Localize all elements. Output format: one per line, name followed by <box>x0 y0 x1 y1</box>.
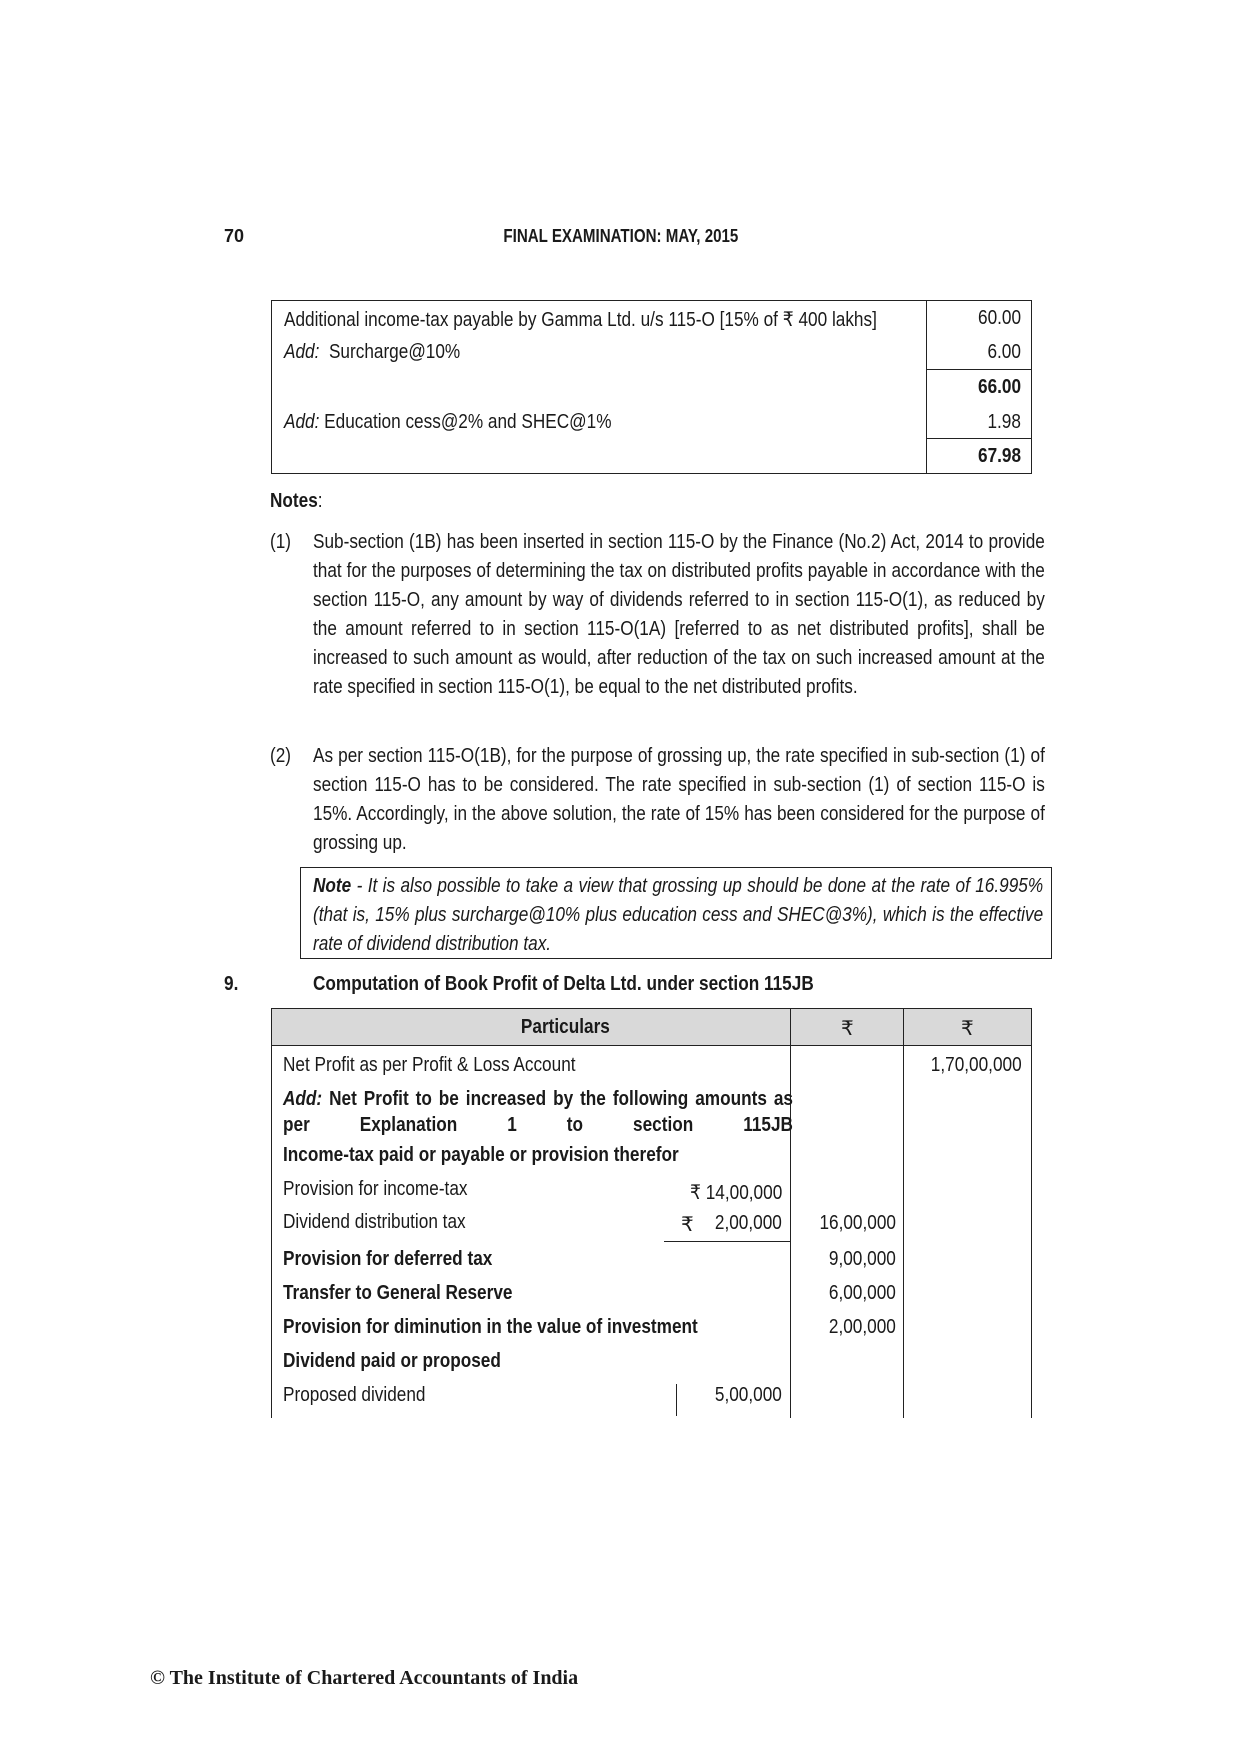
note-text: As per section 115-O(1B), for the purpose of grossing up, the rate specified in sub-section (1) of section 115-O has to be considered. The rate specified in sub-section (1) of section 115-O is 15%. Accordingly, in the above solution, the rate of 15% has been considered for the purpose of grossing up. <box>313 745 1045 854</box>
diminution-amount: 2,00,000 <box>829 1316 896 1338</box>
table-left-border <box>271 1008 272 1418</box>
note-box-label: Note <box>313 875 352 897</box>
page-header <box>0 226 1241 247</box>
income-tax-heading: Income-tax paid or payable or provision therefor <box>283 1144 679 1166</box>
note-box <box>300 867 1052 959</box>
general-reserve-label: Transfer to General Reserve <box>283 1282 513 1304</box>
add-explanation <box>283 1086 793 1138</box>
subtotal-rule <box>664 1241 790 1242</box>
row-label <box>284 341 460 364</box>
row-amount: 60.00 <box>977 307 1021 329</box>
note-item <box>270 528 1045 728</box>
note-number: (2) <box>270 745 292 767</box>
question-number: 9. <box>224 973 239 995</box>
column-divider <box>676 1384 677 1416</box>
add-explanation-text: Net Profit to be increased by the following amounts as per Explanation 1 to section 115JB <box>283 1088 793 1136</box>
row-label <box>284 411 612 434</box>
row-label-text: Surcharge@10% <box>328 341 461 363</box>
table-row <box>272 370 1031 404</box>
header-particulars: Particulars <box>520 1016 610 1038</box>
note-text: Sub-section (1B) has been inserted in section 115-O by the Finance (No.2) Act, 2014 to provide that for the purposes of determining the tax on distributed profits payable in accordance with the section 115-O, any amount by way of dividends referred to in section 115-O(1), as reduced by the amount referred to in section 115-O(1A) [referred to as net distributed profits], shall be increased to such amount as would, after reduction of the tax on such increased amount at the rate specified in section 115-O(1), be equal to the net distributed profits. <box>313 531 1045 698</box>
question-title: Computation of Book Profit of Delta Ltd. under section 115JB <box>313 973 814 995</box>
column-divider <box>903 1008 904 1418</box>
provision-income-tax-label: Provision for income-tax <box>283 1178 468 1200</box>
page-header-title: FINAL EXAMINATION: MAY, 2015 <box>503 226 738 246</box>
ddt-total: 16,00,000 <box>819 1212 896 1234</box>
net-profit-label: Net Profit as per Profit & Loss Account <box>283 1054 576 1076</box>
notes-heading <box>270 490 323 513</box>
note-box-text: - It is also possible to take a view that grossing up should be done at the rate of 16.995% (that is, 15% plus surcharge@10% plus education cess and SHEC@3%), which is the effective rate of dividend distribution tax. <box>313 875 1044 955</box>
dividend-heading: Dividend paid or proposed <box>283 1350 501 1372</box>
page-number: 70 <box>224 226 245 246</box>
table-right-border <box>1031 1008 1032 1418</box>
row-label: Additional income-tax payable by Gamma Ltd. u/s 115-O [15% of ₹ 400 lakhs] <box>284 309 877 331</box>
header-rupee-col2: ₹ <box>841 1018 854 1040</box>
provision-income-tax-amount: ₹ 14,00,000 <box>689 1182 782 1204</box>
notes-heading-colon: : <box>317 490 323 512</box>
deferred-tax-label: Provision for deferred tax <box>283 1248 493 1270</box>
ddt-label: Dividend distribution tax <box>283 1211 466 1233</box>
note-number: (1) <box>270 531 292 553</box>
notes-heading-text: Notes <box>270 490 318 512</box>
header-rupee-col3: ₹ <box>961 1018 974 1040</box>
note-item <box>270 742 1045 862</box>
proposed-dividend-label: Proposed dividend <box>283 1384 426 1406</box>
footer-copyright: © The Institute of Chartered Accountants of India <box>150 1667 579 1689</box>
table-row <box>272 405 1031 439</box>
dividend-tax-table <box>271 300 1032 474</box>
add-prefix: Add: <box>283 1088 323 1110</box>
table-row <box>272 301 1031 335</box>
deferred-tax-amount: 9,00,000 <box>829 1248 896 1270</box>
proposed-dividend-amount: 5,00,000 <box>715 1384 782 1406</box>
row-amount: 67.98 <box>977 445 1021 467</box>
add-prefix: Add: <box>284 341 320 363</box>
row-amount: 66.00 <box>977 376 1021 398</box>
ddt-rupee-symbol: ₹ <box>681 1214 694 1236</box>
ddt-amount: 2,00,000 <box>715 1212 782 1234</box>
general-reserve-amount: 6,00,000 <box>829 1282 896 1304</box>
table-row <box>272 335 1031 369</box>
row-amount: 1.98 <box>987 411 1021 433</box>
row-amount: 6.00 <box>987 341 1021 363</box>
add-prefix: Add: <box>284 411 320 433</box>
book-profit-table <box>271 1008 1032 1418</box>
net-profit-amount: 1,70,00,000 <box>931 1054 1022 1076</box>
column-divider <box>790 1008 791 1418</box>
diminution-label: Provision for diminution in the value of investment <box>283 1316 698 1338</box>
row-label-text: Education cess@2% and SHEC@1% <box>324 411 612 433</box>
table-row <box>272 439 1031 473</box>
